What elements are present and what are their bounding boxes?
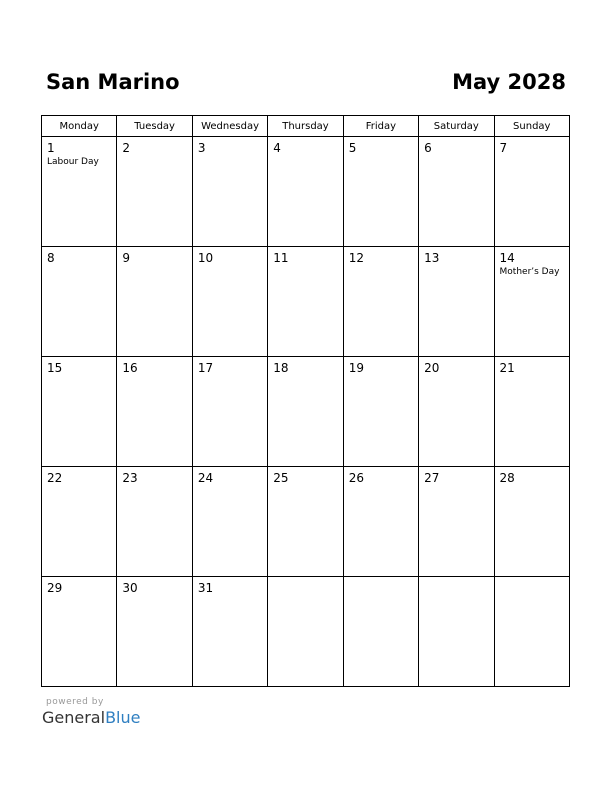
day-number: 15 [47, 361, 63, 375]
day-number: 13 [424, 251, 440, 265]
day-number: 19 [348, 361, 364, 375]
day-number: 14 [499, 251, 515, 265]
day-cell [343, 357, 418, 467]
day-cell-empty [494, 577, 569, 687]
day-number: 28 [499, 471, 515, 485]
day-cell [494, 137, 569, 247]
day-cell [343, 247, 418, 357]
day-number: 30 [122, 581, 138, 595]
day-cell [343, 467, 418, 577]
day-cell [494, 467, 569, 577]
day-cell [42, 577, 117, 687]
weekday-header: Thursday [268, 116, 343, 137]
day-cell [268, 357, 343, 467]
calendar-grid [41, 115, 570, 687]
week-row [42, 137, 570, 247]
powered-by-label: powered by [46, 697, 104, 707]
day-cell [419, 357, 494, 467]
day-cell [192, 137, 267, 247]
day-cell [42, 137, 117, 247]
day-number: 27 [424, 471, 440, 485]
day-number: 23 [122, 471, 138, 485]
day-number: 21 [499, 361, 515, 375]
day-cell [494, 247, 569, 357]
day-number: 16 [122, 361, 138, 375]
day-cell [268, 247, 343, 357]
day-cell [419, 137, 494, 247]
week-row [42, 247, 570, 357]
day-number: 10 [197, 251, 214, 265]
day-number: 31 [197, 581, 214, 595]
day-cell [268, 467, 343, 577]
weekday-header: Tuesday [117, 116, 192, 137]
day-cell [42, 247, 117, 357]
weekday-header: Monday [42, 116, 117, 137]
day-number: 24 [197, 471, 214, 485]
brand-text-general: General [42, 708, 106, 727]
day-cell [419, 467, 494, 577]
day-cell [192, 247, 267, 357]
day-cell [117, 467, 192, 577]
week-row [42, 467, 570, 577]
week-row [42, 357, 570, 467]
day-cell [192, 577, 267, 687]
calendar-country-title: San Marino [46, 70, 180, 94]
day-cell [117, 247, 192, 357]
day-cell-empty [343, 577, 418, 687]
weekday-header: Friday [343, 116, 418, 137]
day-cell [494, 357, 569, 467]
day-cell [42, 357, 117, 467]
day-cell [192, 357, 267, 467]
day-number: 9 [122, 251, 131, 265]
day-cell-empty [419, 577, 494, 687]
day-number: 2 [122, 141, 131, 155]
day-number: 18 [273, 361, 289, 375]
weekday-header: Saturday [419, 116, 494, 137]
calendar-month-title: May 2028 [452, 70, 566, 94]
day-cell [42, 467, 117, 577]
day-number: 11 [273, 251, 289, 265]
day-cell [268, 137, 343, 247]
day-number: 29 [47, 581, 63, 595]
day-number: 7 [499, 141, 508, 155]
brand-text-blue: Blue [105, 708, 141, 727]
holiday-label: Mother’s Day [499, 267, 560, 277]
day-cell [419, 247, 494, 357]
day-number: 22 [47, 471, 63, 485]
day-number: 5 [348, 141, 357, 155]
weekday-header: Sunday [494, 116, 569, 137]
holiday-label: Labour Day [47, 157, 99, 167]
day-cell [192, 467, 267, 577]
day-number: 17 [197, 361, 214, 375]
day-cell [117, 137, 192, 247]
day-number: 3 [197, 141, 206, 155]
weekday-header: Wednesday [192, 116, 267, 137]
day-number: 6 [424, 141, 432, 155]
generalblue-logo[interactable] [42, 708, 140, 727]
day-cell [117, 357, 192, 467]
day-number: 20 [424, 361, 440, 375]
day-number: 25 [273, 471, 289, 485]
day-number: 4 [273, 141, 281, 155]
weekday-header-row [42, 116, 570, 137]
day-number: 26 [348, 471, 364, 485]
day-cell-empty [268, 577, 343, 687]
day-number: 8 [47, 251, 55, 265]
week-row [42, 577, 570, 687]
day-number: 12 [348, 251, 364, 265]
day-number: 1 [47, 141, 55, 155]
day-cell [117, 577, 192, 687]
day-cell [343, 137, 418, 247]
